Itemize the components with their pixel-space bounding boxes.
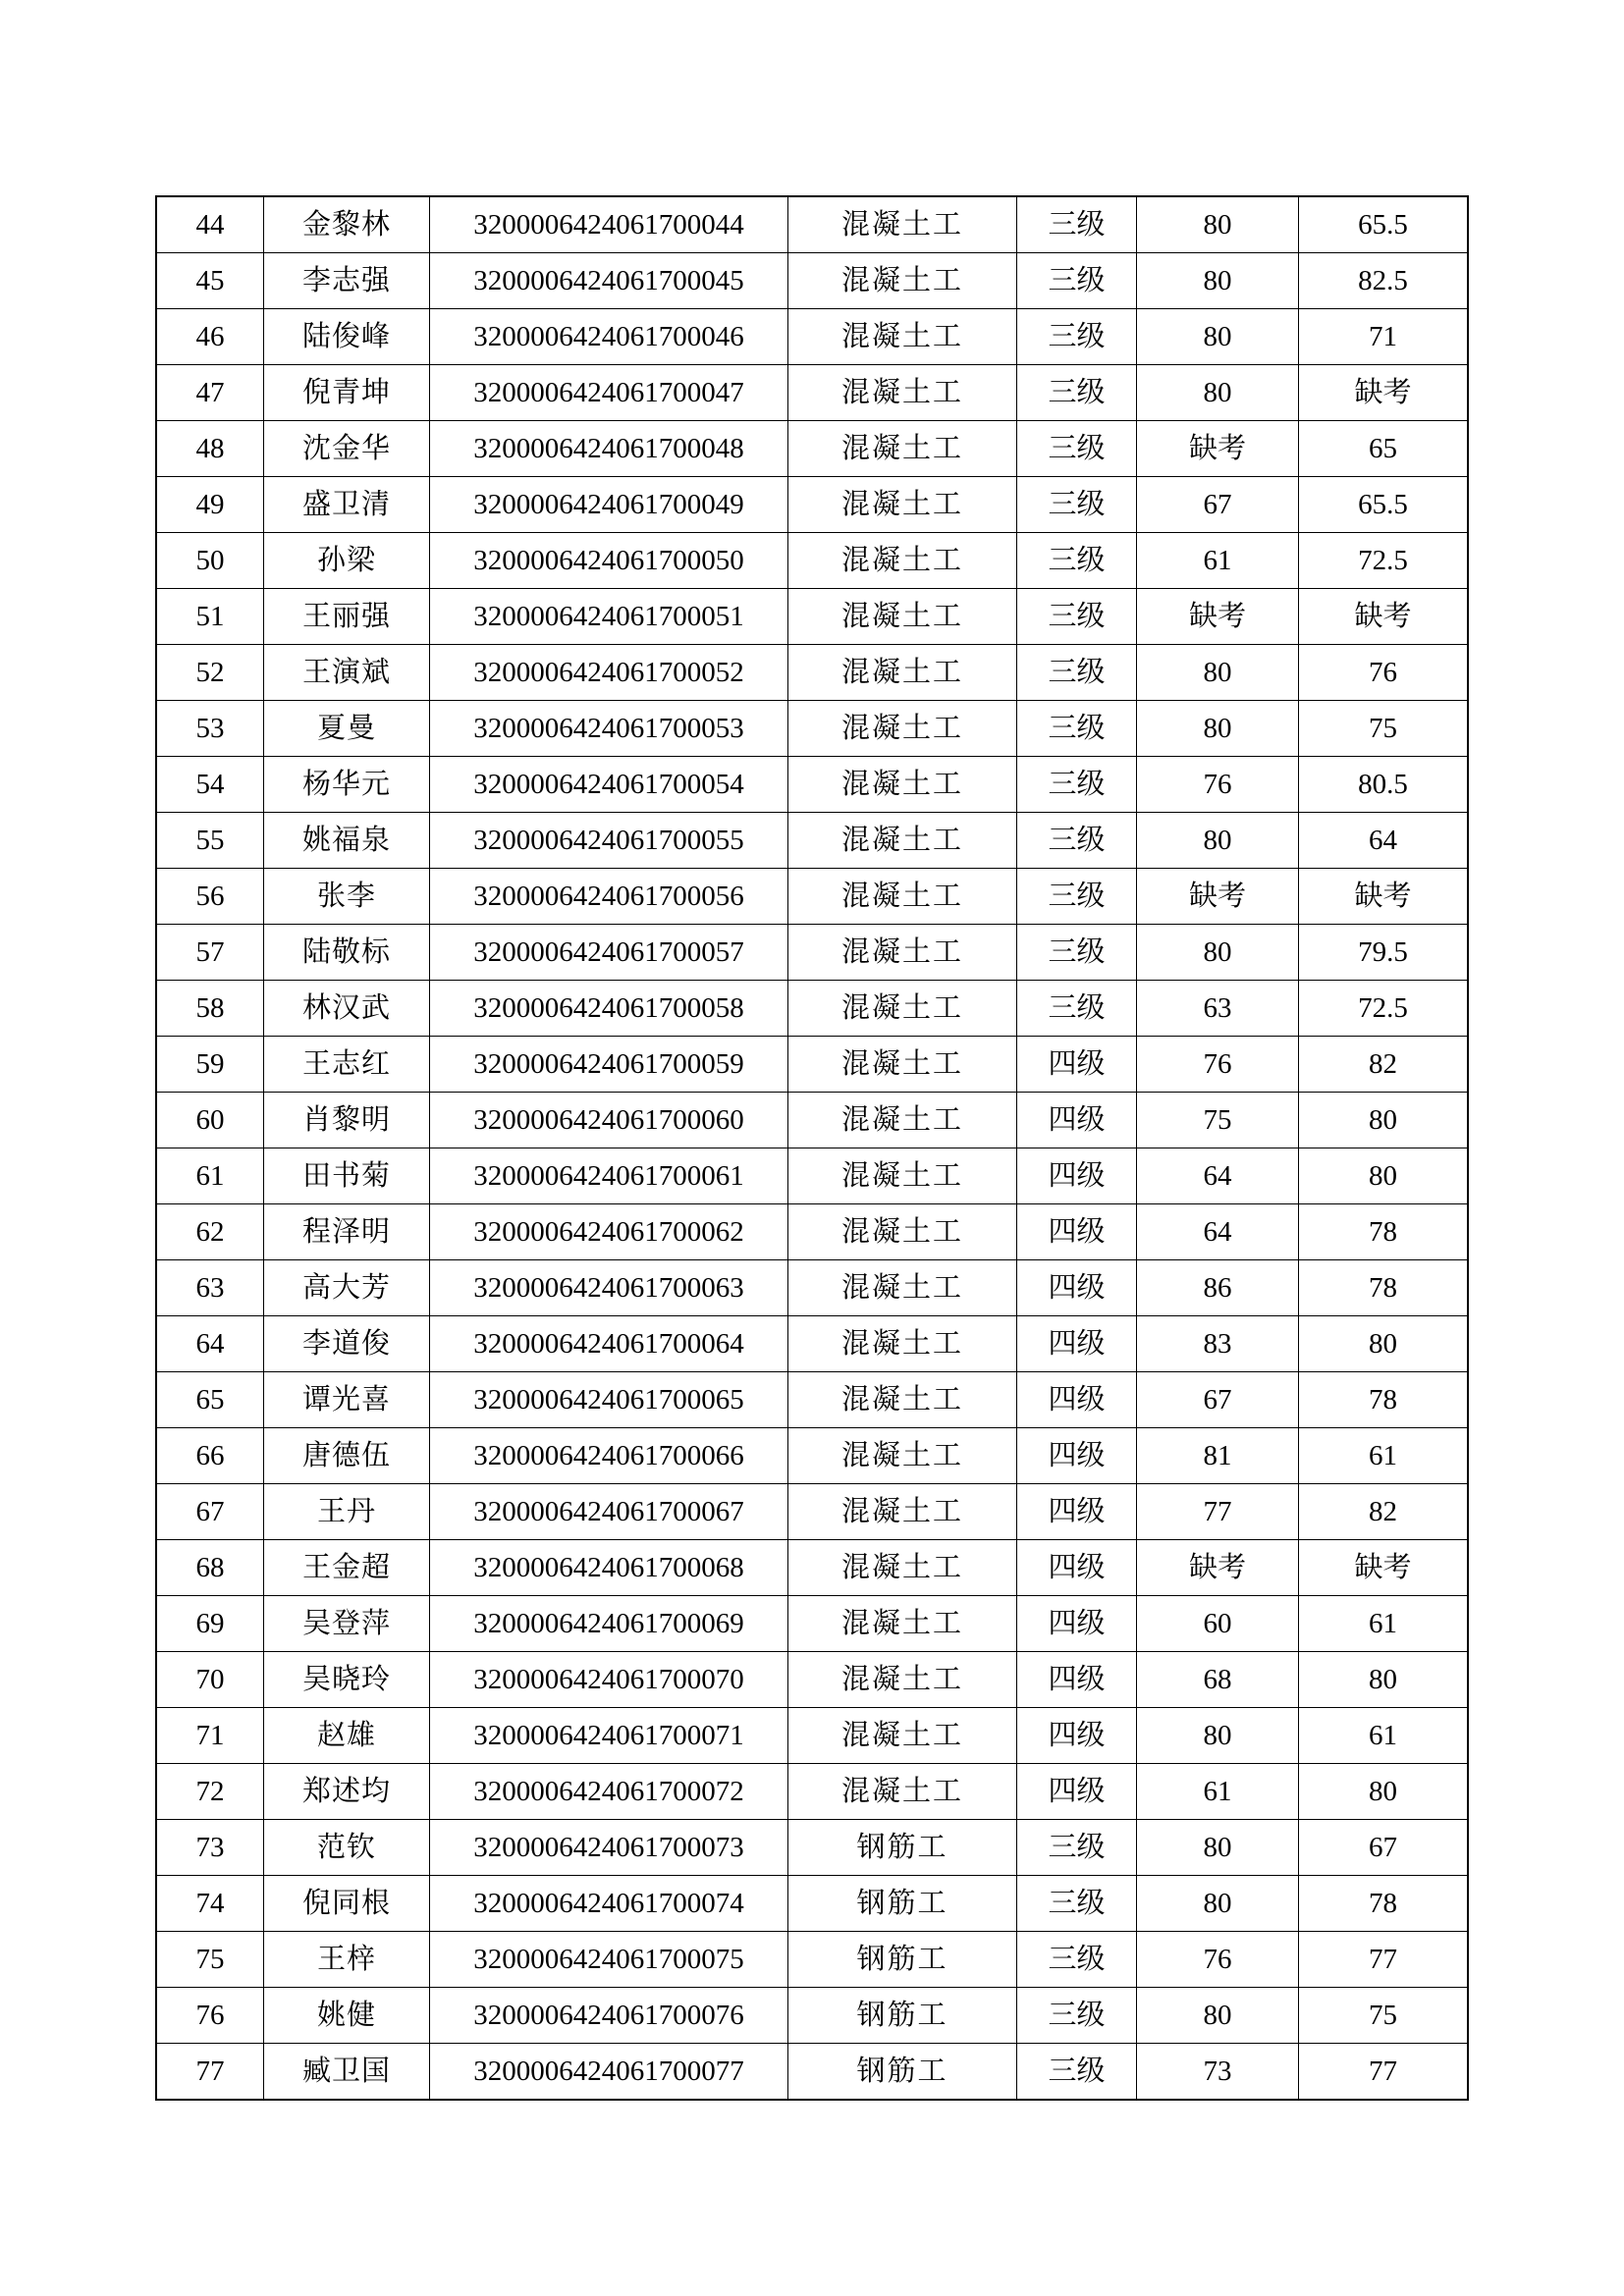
cell-row-number: 64 (156, 1316, 264, 1372)
cell-exam-id: 3200006424061700053 (430, 701, 788, 757)
cell-score1: 63 (1137, 981, 1299, 1037)
cell-job: 混凝土工 (788, 1148, 1017, 1204)
cell-job: 混凝土工 (788, 589, 1017, 645)
cell-name: 林汉武 (264, 981, 430, 1037)
cell-score2: 65 (1299, 421, 1469, 477)
table-row (156, 813, 1468, 869)
cell-job: 钢筋工 (788, 1988, 1017, 2044)
cell-level: 三级 (1017, 309, 1137, 365)
table-row (156, 701, 1468, 757)
cell-score1: 76 (1137, 757, 1299, 813)
cell-exam-id: 3200006424061700044 (430, 196, 788, 253)
table-row (156, 981, 1468, 1037)
cell-name: 范钦 (264, 1820, 430, 1876)
cell-job: 混凝土工 (788, 196, 1017, 253)
cell-score2: 80 (1299, 1093, 1469, 1148)
cell-score1: 80 (1137, 309, 1299, 365)
cell-name: 王演斌 (264, 645, 430, 701)
cell-exam-id: 3200006424061700048 (430, 421, 788, 477)
cell-row-number: 52 (156, 645, 264, 701)
cell-level: 四级 (1017, 1708, 1137, 1764)
cell-score1: 67 (1137, 477, 1299, 533)
cell-exam-id: 3200006424061700072 (430, 1764, 788, 1820)
table-row (156, 1148, 1468, 1204)
cell-row-number: 55 (156, 813, 264, 869)
cell-row-number: 66 (156, 1428, 264, 1484)
cell-exam-id: 3200006424061700069 (430, 1596, 788, 1652)
table-row (156, 253, 1468, 309)
cell-row-number: 69 (156, 1596, 264, 1652)
cell-name: 金黎林 (264, 196, 430, 253)
table-row (156, 477, 1468, 533)
table-row (156, 1484, 1468, 1540)
cell-score1: 80 (1137, 365, 1299, 421)
cell-row-number: 61 (156, 1148, 264, 1204)
cell-score2: 80 (1299, 1652, 1469, 1708)
cell-score1: 86 (1137, 1260, 1299, 1316)
table-row (156, 1652, 1468, 1708)
cell-job: 混凝土工 (788, 1764, 1017, 1820)
cell-job: 混凝土工 (788, 365, 1017, 421)
cell-name: 王丽强 (264, 589, 430, 645)
cell-exam-id: 3200006424061700075 (430, 1932, 788, 1988)
cell-score2: 82 (1299, 1037, 1469, 1093)
cell-job: 混凝土工 (788, 645, 1017, 701)
cell-score2: 79.5 (1299, 925, 1469, 981)
cell-name: 孙梁 (264, 533, 430, 589)
cell-score1: 67 (1137, 1372, 1299, 1428)
cell-row-number: 49 (156, 477, 264, 533)
cell-level: 四级 (1017, 1764, 1137, 1820)
cell-score2: 78 (1299, 1372, 1469, 1428)
cell-name: 臧卫国 (264, 2044, 430, 2101)
cell-score2: 61 (1299, 1596, 1469, 1652)
cell-row-number: 59 (156, 1037, 264, 1093)
cell-score1: 80 (1137, 1876, 1299, 1932)
cell-level: 四级 (1017, 1428, 1137, 1484)
table-row (156, 1596, 1468, 1652)
cell-score1: 缺考 (1137, 869, 1299, 925)
table-row (156, 645, 1468, 701)
cell-name: 赵雄 (264, 1708, 430, 1764)
table-row (156, 1988, 1468, 2044)
cell-row-number: 73 (156, 1820, 264, 1876)
cell-row-number: 58 (156, 981, 264, 1037)
cell-row-number: 72 (156, 1764, 264, 1820)
cell-level: 四级 (1017, 1596, 1137, 1652)
cell-name: 谭光喜 (264, 1372, 430, 1428)
cell-job: 混凝土工 (788, 701, 1017, 757)
cell-exam-id: 3200006424061700049 (430, 477, 788, 533)
cell-level: 三级 (1017, 1876, 1137, 1932)
cell-score1: 80 (1137, 925, 1299, 981)
cell-exam-id: 3200006424061700063 (430, 1260, 788, 1316)
results-table (155, 195, 1469, 2101)
table-row (156, 1820, 1468, 1876)
cell-score1: 80 (1137, 1708, 1299, 1764)
cell-name: 陆敬标 (264, 925, 430, 981)
cell-score2: 75 (1299, 701, 1469, 757)
cell-score2: 64 (1299, 813, 1469, 869)
cell-name: 张李 (264, 869, 430, 925)
table-row (156, 1372, 1468, 1428)
cell-exam-id: 3200006424061700046 (430, 309, 788, 365)
cell-level: 四级 (1017, 1652, 1137, 1708)
cell-job: 混凝土工 (788, 1708, 1017, 1764)
results-table-body (156, 196, 1468, 2100)
cell-score2: 72.5 (1299, 981, 1469, 1037)
cell-row-number: 44 (156, 196, 264, 253)
cell-score2: 71 (1299, 309, 1469, 365)
cell-row-number: 60 (156, 1093, 264, 1148)
cell-row-number: 57 (156, 925, 264, 981)
cell-name: 田书菊 (264, 1148, 430, 1204)
cell-score1: 80 (1137, 645, 1299, 701)
cell-exam-id: 3200006424061700054 (430, 757, 788, 813)
cell-job: 钢筋工 (788, 1820, 1017, 1876)
cell-score2: 65.5 (1299, 196, 1469, 253)
cell-exam-id: 3200006424061700059 (430, 1037, 788, 1093)
cell-level: 三级 (1017, 421, 1137, 477)
cell-name: 高大芳 (264, 1260, 430, 1316)
cell-name: 姚福泉 (264, 813, 430, 869)
cell-job: 混凝土工 (788, 1204, 1017, 1260)
cell-name: 吴晓玲 (264, 1652, 430, 1708)
cell-name: 李志强 (264, 253, 430, 309)
cell-row-number: 53 (156, 701, 264, 757)
cell-job: 混凝土工 (788, 1093, 1017, 1148)
cell-score2: 75 (1299, 1988, 1469, 2044)
cell-job: 混凝土工 (788, 925, 1017, 981)
cell-name: 倪同根 (264, 1876, 430, 1932)
cell-job: 混凝土工 (788, 477, 1017, 533)
cell-score2: 67 (1299, 1820, 1469, 1876)
cell-level: 三级 (1017, 2044, 1137, 2101)
cell-name: 郑述均 (264, 1764, 430, 1820)
cell-name: 吴登萍 (264, 1596, 430, 1652)
cell-level: 三级 (1017, 757, 1137, 813)
table-row (156, 1540, 1468, 1596)
cell-exam-id: 3200006424061700070 (430, 1652, 788, 1708)
table-row (156, 365, 1468, 421)
cell-score2: 缺考 (1299, 1540, 1469, 1596)
cell-score1: 76 (1137, 1037, 1299, 1093)
cell-level: 三级 (1017, 589, 1137, 645)
cell-score1: 80 (1137, 1820, 1299, 1876)
cell-level: 三级 (1017, 365, 1137, 421)
cell-row-number: 77 (156, 2044, 264, 2101)
cell-job: 混凝土工 (788, 1037, 1017, 1093)
cell-level: 四级 (1017, 1037, 1137, 1093)
cell-level: 四级 (1017, 1148, 1137, 1204)
cell-row-number: 71 (156, 1708, 264, 1764)
cell-score1: 80 (1137, 813, 1299, 869)
cell-score1: 77 (1137, 1484, 1299, 1540)
cell-row-number: 45 (156, 253, 264, 309)
cell-score1: 75 (1137, 1093, 1299, 1148)
cell-name: 陆俊峰 (264, 309, 430, 365)
cell-level: 三级 (1017, 645, 1137, 701)
cell-job: 混凝土工 (788, 533, 1017, 589)
cell-row-number: 48 (156, 421, 264, 477)
cell-score1: 80 (1137, 253, 1299, 309)
cell-exam-id: 3200006424061700058 (430, 981, 788, 1037)
cell-score2: 缺考 (1299, 869, 1469, 925)
cell-score2: 80.5 (1299, 757, 1469, 813)
cell-exam-id: 3200006424061700057 (430, 925, 788, 981)
table-row (156, 1204, 1468, 1260)
cell-row-number: 63 (156, 1260, 264, 1316)
cell-score1: 83 (1137, 1316, 1299, 1372)
cell-level: 三级 (1017, 196, 1137, 253)
cell-level: 三级 (1017, 1820, 1137, 1876)
cell-score1: 61 (1137, 533, 1299, 589)
cell-row-number: 54 (156, 757, 264, 813)
cell-score1: 73 (1137, 2044, 1299, 2101)
cell-name: 王金超 (264, 1540, 430, 1596)
cell-job: 混凝土工 (788, 981, 1017, 1037)
cell-score1: 80 (1137, 196, 1299, 253)
cell-name: 王丹 (264, 1484, 430, 1540)
cell-row-number: 68 (156, 1540, 264, 1596)
cell-level: 三级 (1017, 1988, 1137, 2044)
cell-name: 杨华元 (264, 757, 430, 813)
cell-row-number: 56 (156, 869, 264, 925)
cell-name: 王志红 (264, 1037, 430, 1093)
cell-score2: 78 (1299, 1876, 1469, 1932)
cell-row-number: 47 (156, 365, 264, 421)
cell-job: 混凝土工 (788, 813, 1017, 869)
cell-score1: 81 (1137, 1428, 1299, 1484)
cell-score1: 68 (1137, 1652, 1299, 1708)
table-row (156, 196, 1468, 253)
table-row (156, 1093, 1468, 1148)
cell-score1: 80 (1137, 701, 1299, 757)
cell-job: 钢筋工 (788, 1876, 1017, 1932)
cell-job: 混凝土工 (788, 1372, 1017, 1428)
cell-level: 三级 (1017, 477, 1137, 533)
table-row (156, 1316, 1468, 1372)
table-row (156, 1876, 1468, 1932)
cell-score1: 缺考 (1137, 421, 1299, 477)
cell-row-number: 67 (156, 1484, 264, 1540)
cell-score2: 80 (1299, 1764, 1469, 1820)
table-row (156, 1037, 1468, 1093)
cell-name: 盛卫清 (264, 477, 430, 533)
cell-score2: 78 (1299, 1260, 1469, 1316)
cell-job: 混凝土工 (788, 1540, 1017, 1596)
table-row (156, 589, 1468, 645)
cell-exam-id: 3200006424061700074 (430, 1876, 788, 1932)
cell-row-number: 51 (156, 589, 264, 645)
cell-score1: 缺考 (1137, 589, 1299, 645)
cell-exam-id: 3200006424061700051 (430, 589, 788, 645)
cell-row-number: 46 (156, 309, 264, 365)
cell-job: 混凝土工 (788, 421, 1017, 477)
cell-score1: 61 (1137, 1764, 1299, 1820)
cell-exam-id: 3200006424061700076 (430, 1988, 788, 2044)
cell-exam-id: 3200006424061700062 (430, 1204, 788, 1260)
cell-level: 三级 (1017, 253, 1137, 309)
cell-job: 混凝土工 (788, 1260, 1017, 1316)
cell-job: 混凝土工 (788, 1316, 1017, 1372)
cell-exam-id: 3200006424061700067 (430, 1484, 788, 1540)
cell-score1: 80 (1137, 1988, 1299, 2044)
cell-level: 三级 (1017, 869, 1137, 925)
table-row (156, 533, 1468, 589)
cell-job: 混凝土工 (788, 309, 1017, 365)
cell-exam-id: 3200006424061700071 (430, 1708, 788, 1764)
cell-level: 四级 (1017, 1316, 1137, 1372)
cell-name: 李道俊 (264, 1316, 430, 1372)
cell-exam-id: 3200006424061700050 (430, 533, 788, 589)
cell-name: 肖黎明 (264, 1093, 430, 1148)
cell-exam-id: 3200006424061700052 (430, 645, 788, 701)
cell-exam-id: 3200006424061700073 (430, 1820, 788, 1876)
table-row (156, 757, 1468, 813)
table-row (156, 1428, 1468, 1484)
cell-row-number: 76 (156, 1988, 264, 2044)
cell-score1: 60 (1137, 1596, 1299, 1652)
cell-row-number: 75 (156, 1932, 264, 1988)
cell-exam-id: 3200006424061700064 (430, 1316, 788, 1372)
cell-score1: 64 (1137, 1204, 1299, 1260)
cell-exam-id: 3200006424061700068 (430, 1540, 788, 1596)
cell-level: 四级 (1017, 1093, 1137, 1148)
cell-score2: 80 (1299, 1148, 1469, 1204)
cell-score1: 64 (1137, 1148, 1299, 1204)
cell-score2: 80 (1299, 1316, 1469, 1372)
cell-score2: 65.5 (1299, 477, 1469, 533)
table-row (156, 1708, 1468, 1764)
cell-name: 夏曼 (264, 701, 430, 757)
cell-job: 混凝土工 (788, 1428, 1017, 1484)
cell-score2: 82 (1299, 1484, 1469, 1540)
cell-score2: 61 (1299, 1428, 1469, 1484)
cell-score1: 缺考 (1137, 1540, 1299, 1596)
cell-row-number: 70 (156, 1652, 264, 1708)
cell-job: 混凝土工 (788, 253, 1017, 309)
table-row (156, 2044, 1468, 2101)
cell-row-number: 62 (156, 1204, 264, 1260)
cell-exam-id: 3200006424061700065 (430, 1372, 788, 1428)
cell-level: 四级 (1017, 1540, 1137, 1596)
cell-row-number: 74 (156, 1876, 264, 1932)
cell-score2: 缺考 (1299, 365, 1469, 421)
cell-exam-id: 3200006424061700066 (430, 1428, 788, 1484)
cell-score2: 82.5 (1299, 253, 1469, 309)
cell-job: 混凝土工 (788, 1652, 1017, 1708)
cell-level: 三级 (1017, 813, 1137, 869)
cell-score2: 77 (1299, 1932, 1469, 1988)
cell-exam-id: 3200006424061700077 (430, 2044, 788, 2101)
cell-job: 钢筋工 (788, 2044, 1017, 2101)
cell-score2: 61 (1299, 1708, 1469, 1764)
cell-score2: 72.5 (1299, 533, 1469, 589)
table-row (156, 1764, 1468, 1820)
cell-level: 三级 (1017, 925, 1137, 981)
table-row (156, 869, 1468, 925)
cell-level: 三级 (1017, 1932, 1137, 1988)
cell-exam-id: 3200006424061700056 (430, 869, 788, 925)
cell-name: 沈金华 (264, 421, 430, 477)
cell-level: 四级 (1017, 1484, 1137, 1540)
document-page (155, 195, 1469, 2101)
cell-job: 混凝土工 (788, 757, 1017, 813)
cell-exam-id: 3200006424061700060 (430, 1093, 788, 1148)
cell-exam-id: 3200006424061700047 (430, 365, 788, 421)
cell-score2: 77 (1299, 2044, 1469, 2101)
cell-level: 四级 (1017, 1204, 1137, 1260)
cell-exam-id: 3200006424061700045 (430, 253, 788, 309)
cell-exam-id: 3200006424061700061 (430, 1148, 788, 1204)
table-row (156, 309, 1468, 365)
cell-name: 倪青坤 (264, 365, 430, 421)
cell-name: 王梓 (264, 1932, 430, 1988)
cell-name: 程泽明 (264, 1204, 430, 1260)
cell-row-number: 65 (156, 1372, 264, 1428)
cell-exam-id: 3200006424061700055 (430, 813, 788, 869)
cell-score1: 76 (1137, 1932, 1299, 1988)
cell-level: 四级 (1017, 1372, 1137, 1428)
cell-score2: 缺考 (1299, 589, 1469, 645)
cell-job: 钢筋工 (788, 1932, 1017, 1988)
cell-name: 姚健 (264, 1988, 430, 2044)
table-row (156, 1932, 1468, 1988)
cell-level: 三级 (1017, 981, 1137, 1037)
cell-name: 唐德伍 (264, 1428, 430, 1484)
cell-level: 四级 (1017, 1260, 1137, 1316)
table-row (156, 925, 1468, 981)
cell-job: 混凝土工 (788, 869, 1017, 925)
cell-score2: 78 (1299, 1204, 1469, 1260)
cell-level: 三级 (1017, 533, 1137, 589)
table-row (156, 421, 1468, 477)
cell-row-number: 50 (156, 533, 264, 589)
cell-level: 三级 (1017, 701, 1137, 757)
table-row (156, 1260, 1468, 1316)
cell-score2: 76 (1299, 645, 1469, 701)
cell-job: 混凝土工 (788, 1596, 1017, 1652)
cell-job: 混凝土工 (788, 1484, 1017, 1540)
